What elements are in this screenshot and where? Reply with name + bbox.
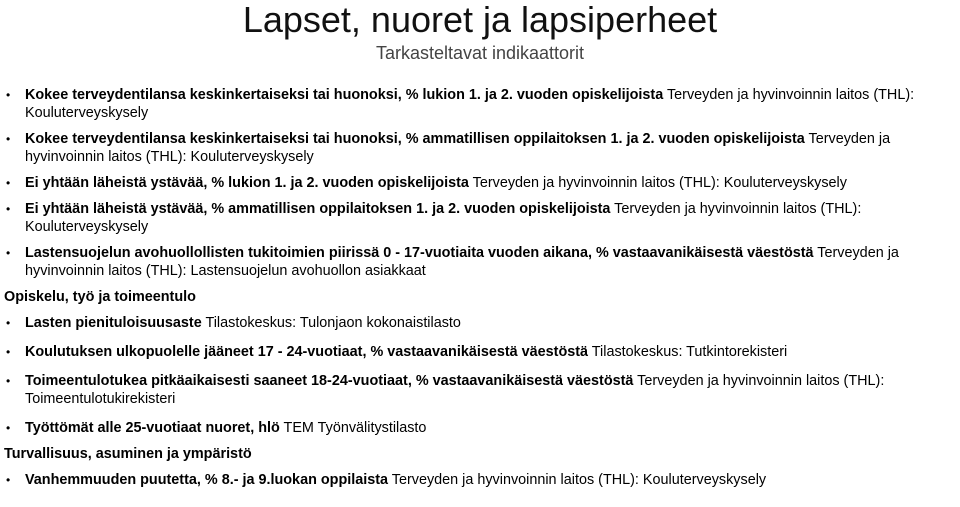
section-heading-safety: Turvallisuus, asuminen ja ympäristö: [4, 446, 252, 462]
list-item: [4, 471, 956, 489]
indicator-name: Vanhemmuuden puutetta, % 8.- ja 9.luokan oppilaista: [25, 472, 389, 488]
indicator-list: [4, 86, 956, 495]
indicator-source: TEM Työnvälitystilasto: [279, 420, 427, 436]
indicator-source: Terveyden ja hyvinvoinnin laitos (THL): Kouluterveyskysely: [468, 175, 847, 191]
page-title: Lapset, nuoret ja lapsiperheet: [242, 0, 718, 40]
list-item: [4, 419, 956, 437]
bullet-icon: •: [6, 132, 11, 146]
bullet-icon: •: [6, 246, 11, 260]
indicator-name: Ei yhtään läheistä ystävää, % ammatillisen oppilaitoksen 1. ja 2. vuoden opiskelijoista: [25, 201, 611, 217]
list-item: [4, 244, 956, 280]
indicator-source: Terveyden ja hyvinvoinnin laitos (THL): Kouluterveyskysely: [388, 472, 767, 488]
indicator-name: Lastensuojelun avohuollollisten tukitoimien piirissä 0 - 17-vuotiaita vuoden aikana, % vastaavanikäisestä väestöstä: [25, 245, 814, 261]
bullet-icon: •: [6, 316, 11, 330]
indicator-name: Kokee terveydentilansa keskinkertaiseksi tai huonoksi, % lukion 1. ja 2. vuoden opiskelijoista: [25, 87, 664, 103]
indicator-name: Koulutuksen ulkopuolelle jääneet 17 - 24-vuotiaat, % vastaavanikäisestä väestöstä: [25, 344, 589, 360]
indicator-source: Terveyden ja hyvinvoinnin laitos (THL): Kouluterveyskysely: [25, 131, 891, 165]
indicator-name: Työttömät alle 25-vuotiaat nuoret, hlö: [25, 420, 280, 436]
indicator-source: Terveyden ja hyvinvoinnin laitos (THL): Lastensuojelun avohuollon asiakkaat: [25, 245, 899, 279]
bullet-icon: •: [6, 202, 11, 216]
indicator-name: Kokee terveydentilansa keskinkertaiseksi tai huonoksi, % ammatillisen oppilaitoksen 1. ja 2. vuoden opiskelijoista: [25, 131, 805, 147]
list-item: [4, 130, 956, 166]
indicator-source: Tilastokeskus: Tutkintorekisteri: [588, 344, 788, 360]
bullet-icon: •: [6, 88, 11, 102]
indicator-source: Terveyden ja hyvinvoinnin laitos (THL): Toimeentulotukirekisteri: [25, 373, 885, 407]
bullet-icon: •: [6, 473, 11, 487]
bullet-icon: •: [6, 421, 11, 435]
list-item: [4, 200, 956, 236]
indicator-source: Tilastokeskus: Tulonjaon kokonaistilasto: [201, 315, 461, 331]
list-item: [4, 314, 956, 332]
indicator-source: Terveyden ja hyvinvoinnin laitos (THL): Kouluterveyskysely: [25, 87, 915, 121]
bullet-icon: •: [6, 374, 11, 388]
list-item: [4, 343, 956, 361]
indicator-name: Lasten pienituloisuusaste: [25, 315, 202, 331]
bullet-icon: •: [6, 176, 11, 190]
indicator-name: Toimeentulotukea pitkäaikaisesti saaneet 18-24-vuotiaat, % vastaavanikäisestä väestöstä: [25, 373, 634, 389]
list-item: [4, 174, 956, 192]
bullet-icon: •: [6, 345, 11, 359]
indicator-source: Terveyden ja hyvinvoinnin laitos (THL): Kouluterveyskysely: [25, 201, 862, 235]
indicator-name: Ei yhtään läheistä ystävää, % lukion 1. ja 2. vuoden opiskelijoista: [25, 175, 469, 191]
page-subtitle: Tarkasteltavat indikaattorit: [375, 43, 585, 63]
section-heading-work: Opiskelu, työ ja toimeentulo: [4, 289, 196, 305]
list-item: [4, 372, 956, 408]
list-item: [4, 86, 956, 122]
